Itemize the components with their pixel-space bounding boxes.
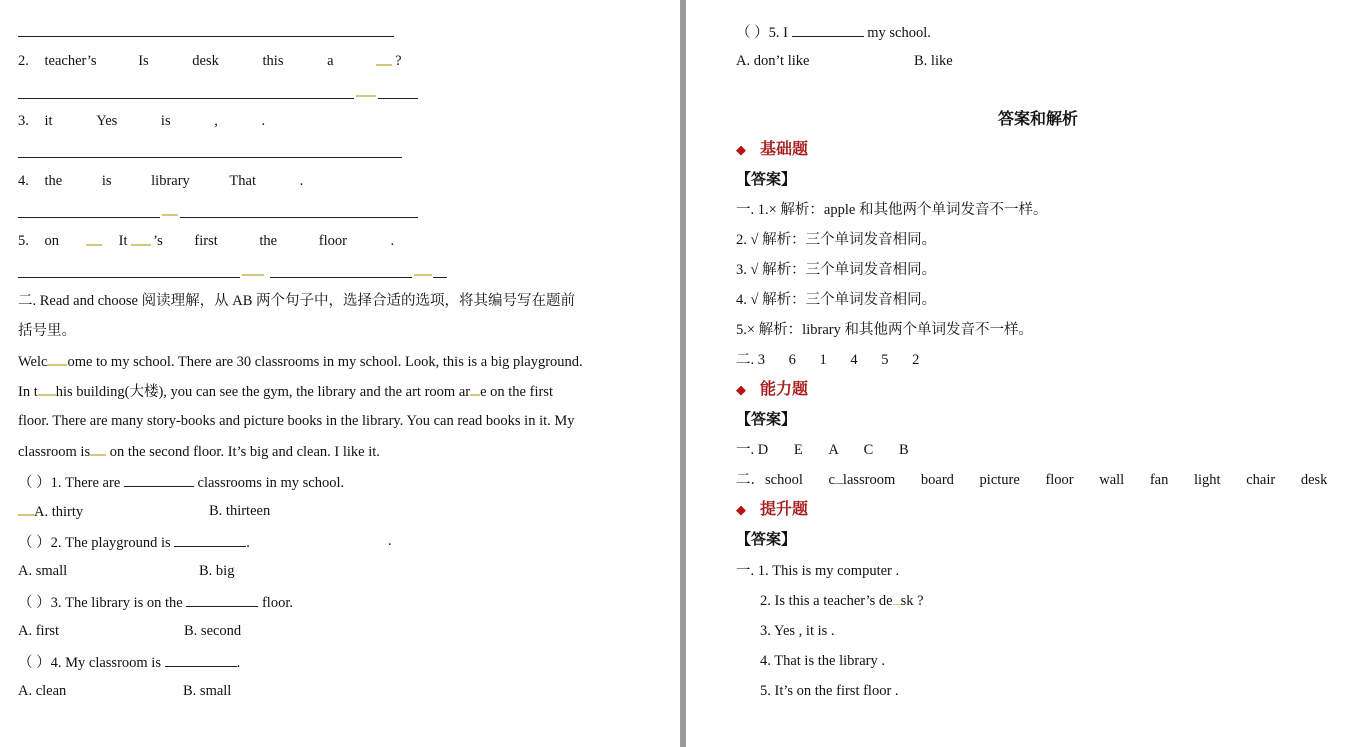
answer-line: [18, 98, 354, 99]
question-number: 2.: [18, 53, 29, 69]
answer-text: E: [793, 442, 803, 458]
option-a: A. thirty: [34, 504, 84, 520]
answers-title: 答案和解析: [998, 111, 1079, 128]
heading-text: 能力题: [760, 381, 809, 398]
marker: [162, 214, 178, 216]
answer-text: desk: [1300, 472, 1328, 488]
question-stem: 2. The playground is: [50, 535, 175, 551]
answer-line: [18, 217, 160, 218]
answer-paren: （ ）: [18, 595, 51, 611]
option-b: B. second: [184, 623, 242, 639]
section-basic-heading: [736, 141, 808, 159]
word: a: [327, 53, 334, 69]
diamond-icon: ◆: [736, 382, 746, 397]
answer-text: light: [1193, 472, 1221, 488]
answer-line: 3. Yes , it is .: [760, 623, 835, 639]
word: Yes: [96, 113, 118, 129]
answer-line: [18, 36, 394, 37]
question-stem: .: [236, 655, 241, 671]
answer-line: 4. √ 解析：三个单词发音相同。: [736, 292, 937, 308]
unscramble-q4: [18, 172, 303, 190]
option-a: A. don’t like: [736, 53, 810, 69]
answer-text: sk ?: [900, 593, 924, 609]
answer-order-line: [736, 351, 919, 369]
answer-line: 2. √ 解析：三个单词发音相同。: [736, 232, 937, 248]
word: the: [44, 173, 63, 189]
word: library: [151, 173, 190, 189]
marker: [86, 244, 102, 246]
unscramble-q3: [18, 112, 265, 130]
passage-line: [18, 352, 583, 371]
answer-text: 4: [850, 352, 858, 368]
option-a: A. first: [18, 623, 60, 639]
marker: [470, 382, 480, 396]
word: floor: [318, 233, 347, 249]
blank: [165, 652, 237, 667]
option-a: A. clean: [18, 683, 67, 699]
diamond-icon: ◆: [736, 142, 746, 157]
passage-text: ome to my school. There are 30 classrooms in my school. Look, this is a big playground.: [67, 354, 583, 370]
answer-text: floor: [1045, 472, 1074, 488]
answer-line: 5.× 解析：library 和其他两个单词发音不一样。: [736, 322, 1033, 338]
word: teacher’s: [44, 53, 97, 69]
word: is: [101, 173, 112, 189]
answer-paren: （ ）: [736, 25, 769, 41]
word: .: [299, 173, 304, 189]
passage-text: In t: [18, 384, 38, 400]
answer-text: chair: [1246, 472, 1276, 488]
passage-text: his building(大楼), you can see the gym, the library and the art room ar: [55, 384, 471, 400]
answer-text: c: [828, 472, 835, 488]
question-number: 5.: [18, 233, 29, 249]
answer-text: board: [920, 472, 954, 488]
answer-text: B: [898, 442, 909, 458]
marker: [242, 274, 264, 276]
answer-line: 4. That is the library .: [760, 653, 885, 669]
question-stem: 3. The library is on the: [50, 595, 187, 611]
answer-line: 3. √ 解析：三个单词发音相同。: [736, 262, 937, 278]
unscramble-q5: [18, 232, 394, 250]
passage-line: [18, 382, 553, 401]
word: first: [194, 233, 218, 249]
marker: [893, 595, 901, 605]
passage-line: floor. There are many story-books and picture books in the library. You can read books in it. My: [18, 413, 575, 429]
choice-question: [736, 22, 931, 42]
word: .: [390, 233, 395, 249]
answer-text: 二．: [736, 472, 765, 488]
question-stem: 4. My classroom is: [50, 655, 165, 671]
word: Is: [138, 53, 149, 69]
answer-text: wall: [1099, 472, 1125, 488]
punctuation: .: [388, 533, 392, 549]
answer-line: [18, 157, 402, 158]
marker: [414, 274, 432, 276]
choice-question: [18, 652, 240, 672]
blank: [792, 22, 864, 37]
passage-line: [18, 442, 380, 461]
question-number: 4.: [18, 173, 29, 189]
marker: [47, 352, 67, 366]
question-stem: .: [246, 535, 250, 551]
answer-text: 2. Is this a teacher’s de: [760, 593, 893, 609]
answer-tag: 【答案】: [736, 412, 797, 428]
word: .: [261, 113, 266, 129]
answer-tag: 【答案】: [736, 172, 797, 188]
choice-options: [18, 502, 83, 521]
option-b: B. thirteen: [209, 503, 271, 519]
question-stem: classrooms in my school.: [193, 475, 345, 491]
answer-text: 一. D: [736, 442, 769, 458]
word: is: [160, 113, 171, 129]
answer-text: picture: [979, 472, 1020, 488]
word: ,: [214, 113, 218, 129]
answer-text: school: [765, 472, 803, 488]
marker: [356, 95, 376, 97]
left-page: [0, 0, 680, 747]
right-page: [688, 0, 1372, 747]
choice-question: [18, 532, 250, 552]
word: it: [44, 113, 53, 129]
unscramble-q2: [18, 52, 402, 70]
question-stem: 1. There are: [50, 475, 124, 491]
question-stem: floor.: [258, 595, 293, 611]
option-b: B. big: [199, 563, 235, 579]
word: ’s: [153, 233, 163, 249]
answer-text: fan: [1149, 472, 1169, 488]
answer-tag: 【答案】: [736, 532, 797, 548]
answer-paren: （ ）: [18, 655, 51, 671]
answer-line: [18, 277, 240, 278]
passage-text: e on the first: [480, 384, 553, 400]
punctuation: ?: [395, 53, 402, 69]
page-gutter: [680, 0, 686, 747]
answer-line: [760, 592, 924, 610]
option-b: B. small: [183, 683, 232, 699]
answer-line: [180, 217, 418, 218]
marker: [18, 502, 34, 516]
word: It: [118, 233, 128, 249]
answer-text: A: [828, 442, 839, 458]
heading-text: 提升题: [760, 501, 809, 518]
answer-line: [736, 471, 1327, 489]
answer-paren: （ ）: [18, 535, 51, 551]
section-2-title: 二. Read and choose 阅读理解，从 AB 两个句子中，选择合适的选项，将其编号写在题前: [18, 293, 576, 309]
heading-text: 基础题: [760, 141, 809, 158]
word: the: [259, 233, 278, 249]
blank: [174, 532, 246, 547]
word: desk: [192, 53, 219, 69]
answer-text: 5: [881, 352, 889, 368]
passage-text: on the second floor. It’s big and clean. I like it.: [106, 444, 380, 460]
question-stem: 5. I: [768, 25, 792, 41]
word: That: [229, 173, 256, 189]
answer-line: [433, 277, 447, 278]
blank: [124, 472, 194, 487]
answer-text: 2: [912, 352, 920, 368]
answer-line: [736, 441, 909, 459]
option-a: A. small: [18, 563, 68, 579]
answer-paren: （ ）: [18, 475, 51, 491]
answer-text: C: [863, 442, 874, 458]
section-advance-heading: [736, 501, 808, 519]
word: on: [44, 233, 59, 249]
question-number: 3.: [18, 113, 29, 129]
word: this: [262, 53, 284, 69]
diamond-icon: ◆: [736, 502, 746, 517]
answer-text: lassroom: [842, 472, 896, 488]
section-ability-heading: [736, 381, 808, 399]
answer-line: [378, 98, 418, 99]
marker: [131, 244, 151, 246]
marker: [90, 442, 106, 456]
marker: [38, 382, 56, 396]
choice-question: [18, 592, 293, 612]
section-2-title-cont: 括号里。: [18, 323, 76, 339]
marker: [376, 64, 392, 66]
answer-text: 6: [788, 352, 796, 368]
choice-question: [18, 472, 344, 492]
answer-line: 一. 1.× 解析：apple 和其他两个单词发音不一样。: [736, 202, 1048, 218]
answer-line: 5. It’s on the first floor .: [760, 683, 899, 699]
question-stem: my school.: [863, 25, 931, 41]
option-b: B. like: [914, 53, 953, 69]
answer-line: [270, 277, 412, 278]
marker: [835, 474, 843, 484]
blank: [186, 592, 258, 607]
answer-text: 1: [819, 352, 827, 368]
passage-text: classroom is: [18, 444, 91, 460]
answer-line: 一. 1. This is my computer .: [736, 563, 900, 579]
passage-text: Welc: [18, 354, 48, 370]
answer-text: 二. 3: [736, 352, 765, 368]
